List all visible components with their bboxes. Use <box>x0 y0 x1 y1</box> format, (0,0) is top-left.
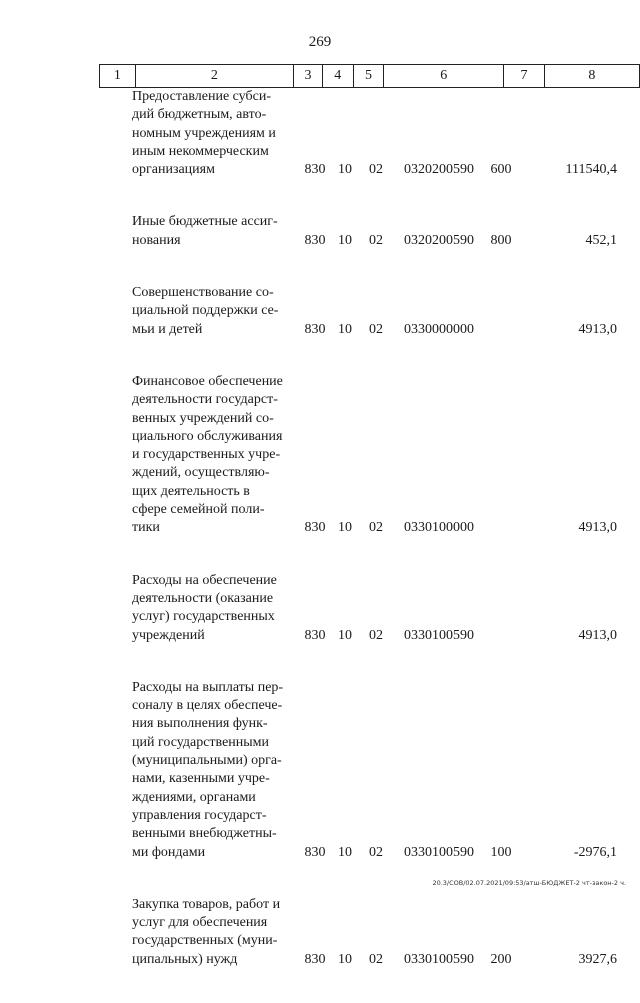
expense-type-code: 600 <box>490 162 512 178</box>
target-article-code: 0330100590 <box>404 627 474 643</box>
expense-type-code: 100 <box>490 844 512 860</box>
column-header-5: 5 <box>353 65 384 88</box>
target-article-code: 0320200590 <box>404 162 474 178</box>
target-article-code: 0330100590 <box>404 951 474 967</box>
expense-name: Закупка товаров, работ и услуг для обеспечения государственных (муни- ципальных) нужд <box>132 896 281 967</box>
section-code: 10 <box>338 627 352 643</box>
table-row <box>0 373 640 538</box>
section-code: 10 <box>338 162 352 178</box>
target-article-code: 0330100000 <box>404 520 474 536</box>
target-article-code: 0330000000 <box>404 321 474 337</box>
admin-code: 830 <box>304 844 326 860</box>
subsection-code: 02 <box>369 232 383 248</box>
admin-code: 830 <box>304 627 326 643</box>
column-header-1: 1 <box>100 65 136 88</box>
column-header-4: 4 <box>322 65 353 88</box>
table-row <box>0 284 640 339</box>
admin-code: 830 <box>304 162 326 178</box>
budget-table-body <box>0 88 640 1003</box>
amount: 452,1 <box>585 232 617 248</box>
section-code: 10 <box>338 951 352 967</box>
subsection-code: 02 <box>369 951 383 967</box>
amount: 111540,4 <box>565 162 617 178</box>
subsection-code: 02 <box>369 321 383 337</box>
column-header-table <box>99 64 640 88</box>
document-footer-stamp: 20.3/СОВ/02.07.2021/09:53/атш-БЮДЖЕТ-2 чт-закон-2 ч. <box>432 879 626 887</box>
expense-type-code: 800 <box>490 232 512 248</box>
amount: 4913,0 <box>578 520 617 536</box>
section-code: 10 <box>338 232 352 248</box>
subsection-code: 02 <box>369 162 383 178</box>
target-article-code: 0330100590 <box>404 844 474 860</box>
column-header-2: 2 <box>135 65 293 88</box>
expense-name: Предоставление субси- дий бюджетным, авто- номным учреждениям и иным некоммерческим организациям <box>132 89 276 178</box>
amount: 4913,0 <box>578 627 617 643</box>
column-header-6: 6 <box>384 65 504 88</box>
table-row <box>0 679 640 862</box>
page-number: 269 <box>308 34 332 50</box>
table-row <box>0 213 640 250</box>
target-article-code: 0320200590 <box>404 232 474 248</box>
amount: 3927,6 <box>578 951 617 967</box>
amount: 4913,0 <box>578 321 617 337</box>
table-row <box>0 88 640 179</box>
amount: -2976,1 <box>573 844 617 860</box>
subsection-code: 02 <box>369 520 383 536</box>
table-row <box>0 572 640 645</box>
table-row <box>0 896 640 969</box>
expense-name: Финансовое обеспечение деятельности государст- венных учреждений со- циального обслуживания и государственных учре- ждений, осуществляю- щих деятельность в сфере семейной поли- тики <box>132 373 283 536</box>
expense-name: Совершенствование со- циальной поддержки се- мьи и детей <box>132 285 279 337</box>
admin-code: 830 <box>304 232 326 248</box>
expense-name: Расходы на обеспечение деятельности (оказание услуг) государственных учреждений <box>132 572 277 643</box>
admin-code: 830 <box>304 951 326 967</box>
subsection-code: 02 <box>369 627 383 643</box>
admin-code: 830 <box>304 520 326 536</box>
column-header-7: 7 <box>504 65 545 88</box>
column-header-3: 3 <box>294 65 323 88</box>
section-code: 10 <box>338 520 352 536</box>
subsection-code: 02 <box>369 844 383 860</box>
section-code: 10 <box>338 844 352 860</box>
section-code: 10 <box>338 321 352 337</box>
expense-name: Расходы на выплаты пер- соналу в целях обеспече- ния выполнения функ- ций государственными (муниципальными) орга- нами, казенными учре- ждениями, органами управления государст- венными внебюджетны- ми фондами <box>132 679 284 860</box>
admin-code: 830 <box>304 321 326 337</box>
expense-type-code: 200 <box>490 951 512 967</box>
column-header-8: 8 <box>544 65 639 88</box>
expense-name: Иные бюджетные ассиг- нования <box>132 214 278 248</box>
